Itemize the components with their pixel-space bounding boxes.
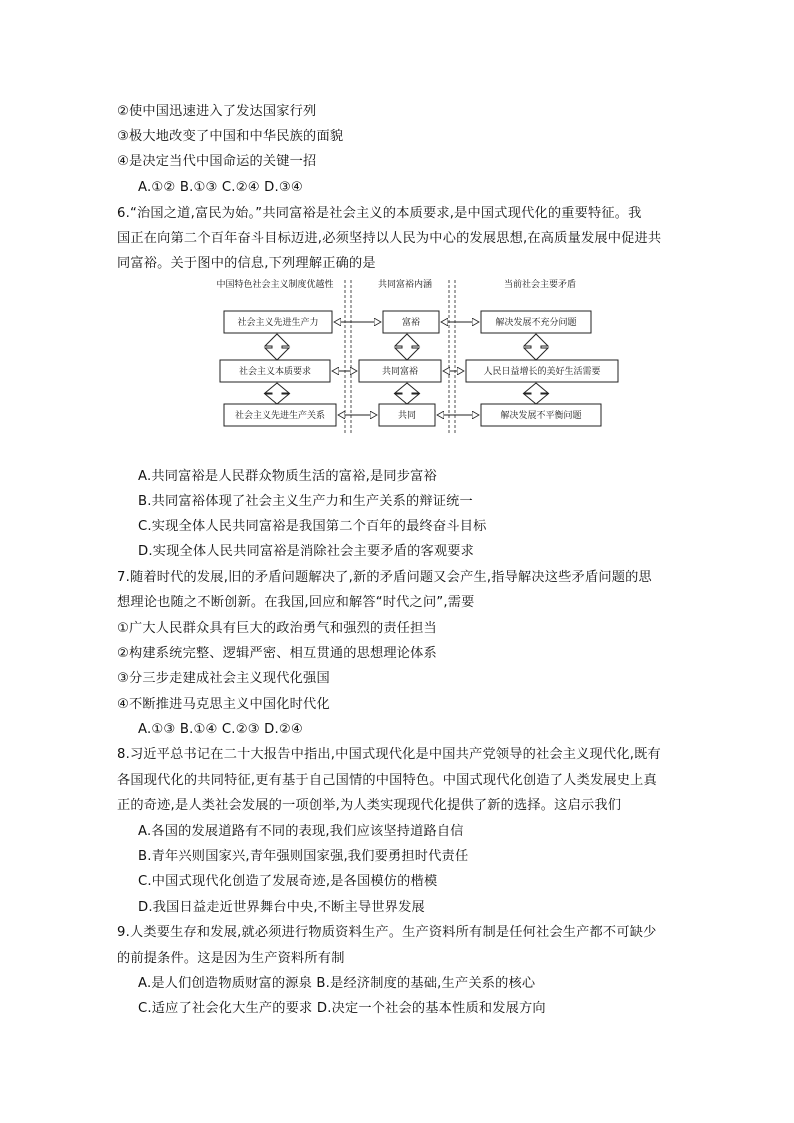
- q6-option-d: D.实现全体人民共同富裕是消除社会主要矛盾的客观要求: [138, 544, 475, 559]
- label-advanced-relations: 社会主义先进生产关系: [234, 411, 326, 421]
- q7-item-2: ②构建系统完整、逻辑严密、相互贯通的思想理论体系: [117, 646, 437, 661]
- q6-stem-line-3: 同富裕。关于图中的信息,下列理解正确的是: [117, 256, 376, 271]
- q9-stem-line-1: 9.人类要生存和发展,就必须进行物质资料生产。生产资料所有制是任何社会生产都不可缺少: [117, 925, 657, 940]
- hollow-arrow-middle-top: [395, 334, 419, 360]
- q7-stem-line-2: 想理论也随之不断创新。在我国,回应和解答“时代之问”,需要: [117, 595, 475, 610]
- label-advanced-productivity: 社会主义先进生产力: [237, 318, 319, 328]
- hollow-arrow-middle-bottom: [395, 383, 419, 404]
- diagram-header-left: 中国特色社会主义制度优越性: [216, 280, 334, 290]
- diagram-header-middle: 共同富裕内涵: [377, 280, 433, 290]
- q9-stem-line-2: 的前提条件。这是因为生产资料所有制: [117, 951, 345, 966]
- hollow-arrow-left-top: [265, 334, 289, 360]
- q6-option-b: B.共同富裕体现了社会主义生产力和生产关系的辩证统一: [138, 494, 473, 509]
- label-essential-requirement: 社会主义本质要求: [238, 367, 312, 377]
- q7-stem-line-1: 7.随着时代的发展,旧的矛盾问题解决了,新的矛盾问题又会产生,指导解决这些矛盾问题的思: [117, 570, 652, 585]
- q6-stem-line-1: 6.“治国之道,富民为始。”共同富裕是社会主义的本质要求,是中国式现代化的重要特征。我: [117, 206, 642, 221]
- label-better-life-needs: 人民日益增长的美好生活需要: [483, 367, 601, 377]
- q5-item-4: ④是决定当代中国命运的关键一招: [117, 154, 317, 169]
- q8-option-d: D.我国日益走近世界舞台中央,不断主导世界发展: [138, 900, 425, 915]
- q8-stem-line-1: 8.习近平总书记在二十大报告中指出,中国式现代化是中国共产党领导的社会主义现代化,既有: [117, 747, 661, 762]
- q7-item-4: ④不断推进马克思主义中国化时代化: [117, 697, 330, 712]
- hollow-arrow-left-bottom: [265, 383, 289, 404]
- q6-option-c: C.实现全体人民共同富裕是我国第二个百年的最终奋斗目标: [138, 519, 487, 534]
- hollow-arrow-right-bottom: [524, 383, 548, 404]
- q7-item-3: ③分三步走建成社会主义现代化强国: [117, 671, 330, 686]
- label-unbalanced-development: 解决发展不平衡问题: [500, 411, 582, 421]
- q9-options-ab: A.是人们创造物质财富的源泉 B.是经济制度的基础,生产关系的核心: [138, 976, 536, 991]
- q5-options: A.①② B.①③ C.②④ D.③④: [138, 180, 303, 195]
- q5-item-2: ②使中国迅速进入了发达国家行列: [117, 104, 317, 119]
- q7-options: A.①③ B.①④ C.②③ D.②④: [138, 722, 303, 737]
- hollow-arrow-right-top: [524, 334, 548, 360]
- label-common: 共同: [397, 411, 417, 421]
- q8-option-b: B.青年兴则国家兴,青年强则国家强,我们要勇担时代责任: [138, 849, 469, 864]
- common-prosperity-diagram: [200, 276, 620, 436]
- q9-options-cd: C.适应了社会化大生产的要求 D.决定一个社会的基本性质和发展方向: [138, 1001, 546, 1016]
- q8-stem-line-3: 正的奇迹,是人类社会发展的一项创举,为人类实现现代化提供了新的选择。这启示我们: [117, 798, 622, 813]
- q8-option-c: C.中国式现代化创造了发展奇迹,是各国模仿的楷模: [138, 874, 438, 889]
- label-prosperity: 富裕: [401, 318, 421, 328]
- q8-option-a: A.各国的发展道路有不同的表现,我们应该坚持道路自信: [138, 824, 464, 839]
- label-insufficient-development: 解决发展不充分问题: [495, 318, 577, 328]
- q7-item-1: ①广大人民群众具有巨大的政治勇气和强烈的责任担当: [117, 621, 437, 636]
- label-common-prosperity: 共同富裕: [381, 367, 419, 377]
- q6-stem-line-2: 国正在向第二个百年奋斗目标迈进,必须坚持以人民为中心的发展思想,在高质量发展中促进共: [117, 231, 662, 246]
- q5-item-3: ③极大地改变了中国和中华民族的面貌: [117, 129, 344, 144]
- q8-stem-line-2: 各国现代化的共同特征,更有基于自己国情的中国特色。中国式现代化创造了人类发展史上真: [117, 773, 657, 788]
- q6-option-a: A.共同富裕是人民群众物质生活的富裕,是同步富裕: [138, 469, 437, 484]
- diagram-header-right: 当前社会主要矛盾: [503, 280, 577, 290]
